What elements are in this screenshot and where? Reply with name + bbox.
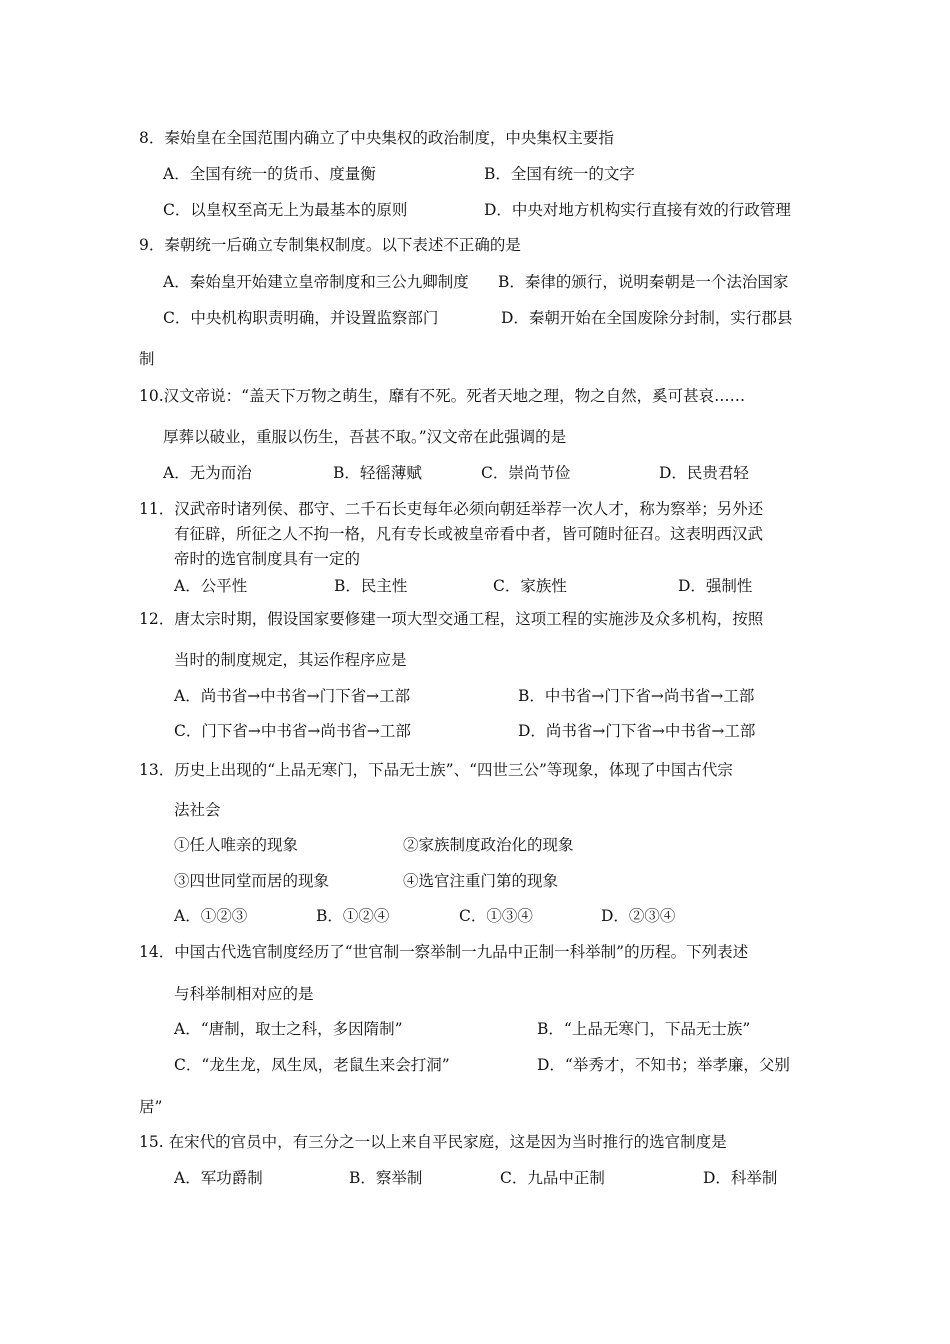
question-14-option-d: D．“举秀才，不知书；举孝廉，父别 xyxy=(537,1056,790,1074)
question-12-option-c: C．门下省→中书省→尚书省→工部 xyxy=(174,722,411,740)
question-8-option-b: B．全国有统一的文字 xyxy=(484,165,635,183)
question-8-option-d: D．中央对地方机构实行直接有效的行政管理 xyxy=(484,201,791,219)
question-15-option-a: A．军功爵制 xyxy=(174,1169,263,1187)
question-15-option-d: D．科举制 xyxy=(703,1169,778,1187)
question-9-stem: 9．秦朝统一后确立专制集权制度。以下表述不正确的是 xyxy=(139,236,521,254)
question-15-stem: 15. 在宋代的官员中，有三分之一以上来自平民家庭，这是因为当时推行的选官制度是 xyxy=(139,1133,727,1151)
question-11-stem-continuation-2: 帝时的选官制度具有一定的 xyxy=(174,550,361,568)
question-13-option-b: B．①②④ xyxy=(316,907,390,925)
question-12-option-b: B．中书省→门下省→尚书省→工部 xyxy=(518,687,755,705)
question-10-option-b: B．轻徭薄赋 xyxy=(333,464,422,482)
question-13-item-3: ③四世同堂而居的现象 xyxy=(174,872,330,890)
question-14-stem-continuation: 与科举制相对应的是 xyxy=(174,985,314,1003)
question-9-option-d-continuation: 制 xyxy=(139,350,155,368)
question-13-stem: 13．历史上出现的“上品无寒门，下品无士族”、“四世三公”等现象，体现了中国古代宗 xyxy=(139,761,733,779)
question-10-option-d: D．民贵君轻 xyxy=(659,464,749,482)
question-10-stem: 10.汉文帝说：“盖天下万物之萌生，靡有不死。死者天地之理，物之自然，奚可甚哀…… xyxy=(139,387,746,405)
question-13-option-d: D．②③④ xyxy=(601,907,676,925)
question-9-option-d: D．秦朝开始在全国废除分封制，实行郡县 xyxy=(501,309,793,327)
question-8-option-a: A．全国有统一的货币、度量衡 xyxy=(163,165,376,183)
question-10-stem-continuation: 厚葬以破业，重服以伤生，吾甚不取。”汉文帝在此强调的是 xyxy=(163,428,567,446)
question-11-stem-continuation: 有征辟，所征之人不拘一格，凡有专长或被皇帝看中者，皆可随时征召。这表明西汉武 xyxy=(174,525,764,543)
question-8-option-c: C．以皇权至高无上为最基本的原则 xyxy=(163,201,408,219)
question-13-option-a: A．①②③ xyxy=(174,907,248,925)
question-13-option-c: C．①③④ xyxy=(459,907,533,925)
question-13-item-1: ①任人唯亲的现象 xyxy=(174,836,299,854)
question-15-option-c: C．九品中正制 xyxy=(500,1169,605,1187)
question-14-option-c: C．“龙生龙，凤生凤，老鼠生来会打洞” xyxy=(174,1056,450,1074)
question-10-option-a: A．无为而治 xyxy=(163,464,252,482)
question-8-stem: 8．秦始皇在全国范围内确立了中央集权的政治制度，中央集权主要指 xyxy=(139,129,614,147)
question-11-option-b: B．民主性 xyxy=(334,577,408,595)
question-9-option-b: B．秦律的颁行，说明秦朝是一个法治国家 xyxy=(498,273,789,291)
question-10-option-c: C．崇尚节俭 xyxy=(481,464,571,482)
question-12-option-d: D．尚书省→门下省→中书省→工部 xyxy=(518,722,756,740)
question-12-option-a: A．尚书省→中书省→门下省→工部 xyxy=(174,687,411,705)
question-12-stem: 12．唐太宗时期，假设国家要修建一项大型交通工程，这项工程的实施涉及众多机构，按照 xyxy=(139,610,764,628)
question-14-option-d-continuation: 居” xyxy=(139,1098,163,1116)
question-13-stem-continuation: 法社会 xyxy=(174,801,221,819)
question-11-option-c: C．家族性 xyxy=(493,577,567,595)
question-14-option-b: B．“上品无寒门，下品无士族” xyxy=(537,1020,751,1038)
question-11-option-a: A．公平性 xyxy=(174,577,248,595)
question-13-item-4: ④选官注重门第的现象 xyxy=(403,872,559,890)
question-14-option-a: A．“唐制，取士之科，多因隋制” xyxy=(174,1020,403,1038)
question-13-item-2: ②家族制度政治化的现象 xyxy=(403,836,574,854)
question-14-stem: 14．中国古代选官制度经历了“世官制一察举制一九品中正制一科举制”的历程。下列表述 xyxy=(139,943,749,961)
question-11-option-d: D．强制性 xyxy=(678,577,753,595)
question-9-option-a: A．秦始皇开始建立皇帝制度和三公九卿制度 xyxy=(163,273,469,291)
question-11-stem: 11．汉武帝时诸列侯、郡守、二千石长吏每年必须向朝廷举荐一次人才，称为察举；另外还 xyxy=(139,500,764,518)
question-9-option-c: C．中央机构职责明确，并设置监察部门 xyxy=(163,309,439,327)
question-12-stem-continuation: 当时的制度规定，其运作程序应是 xyxy=(174,651,407,669)
question-15-option-b: B．察举制 xyxy=(349,1169,423,1187)
